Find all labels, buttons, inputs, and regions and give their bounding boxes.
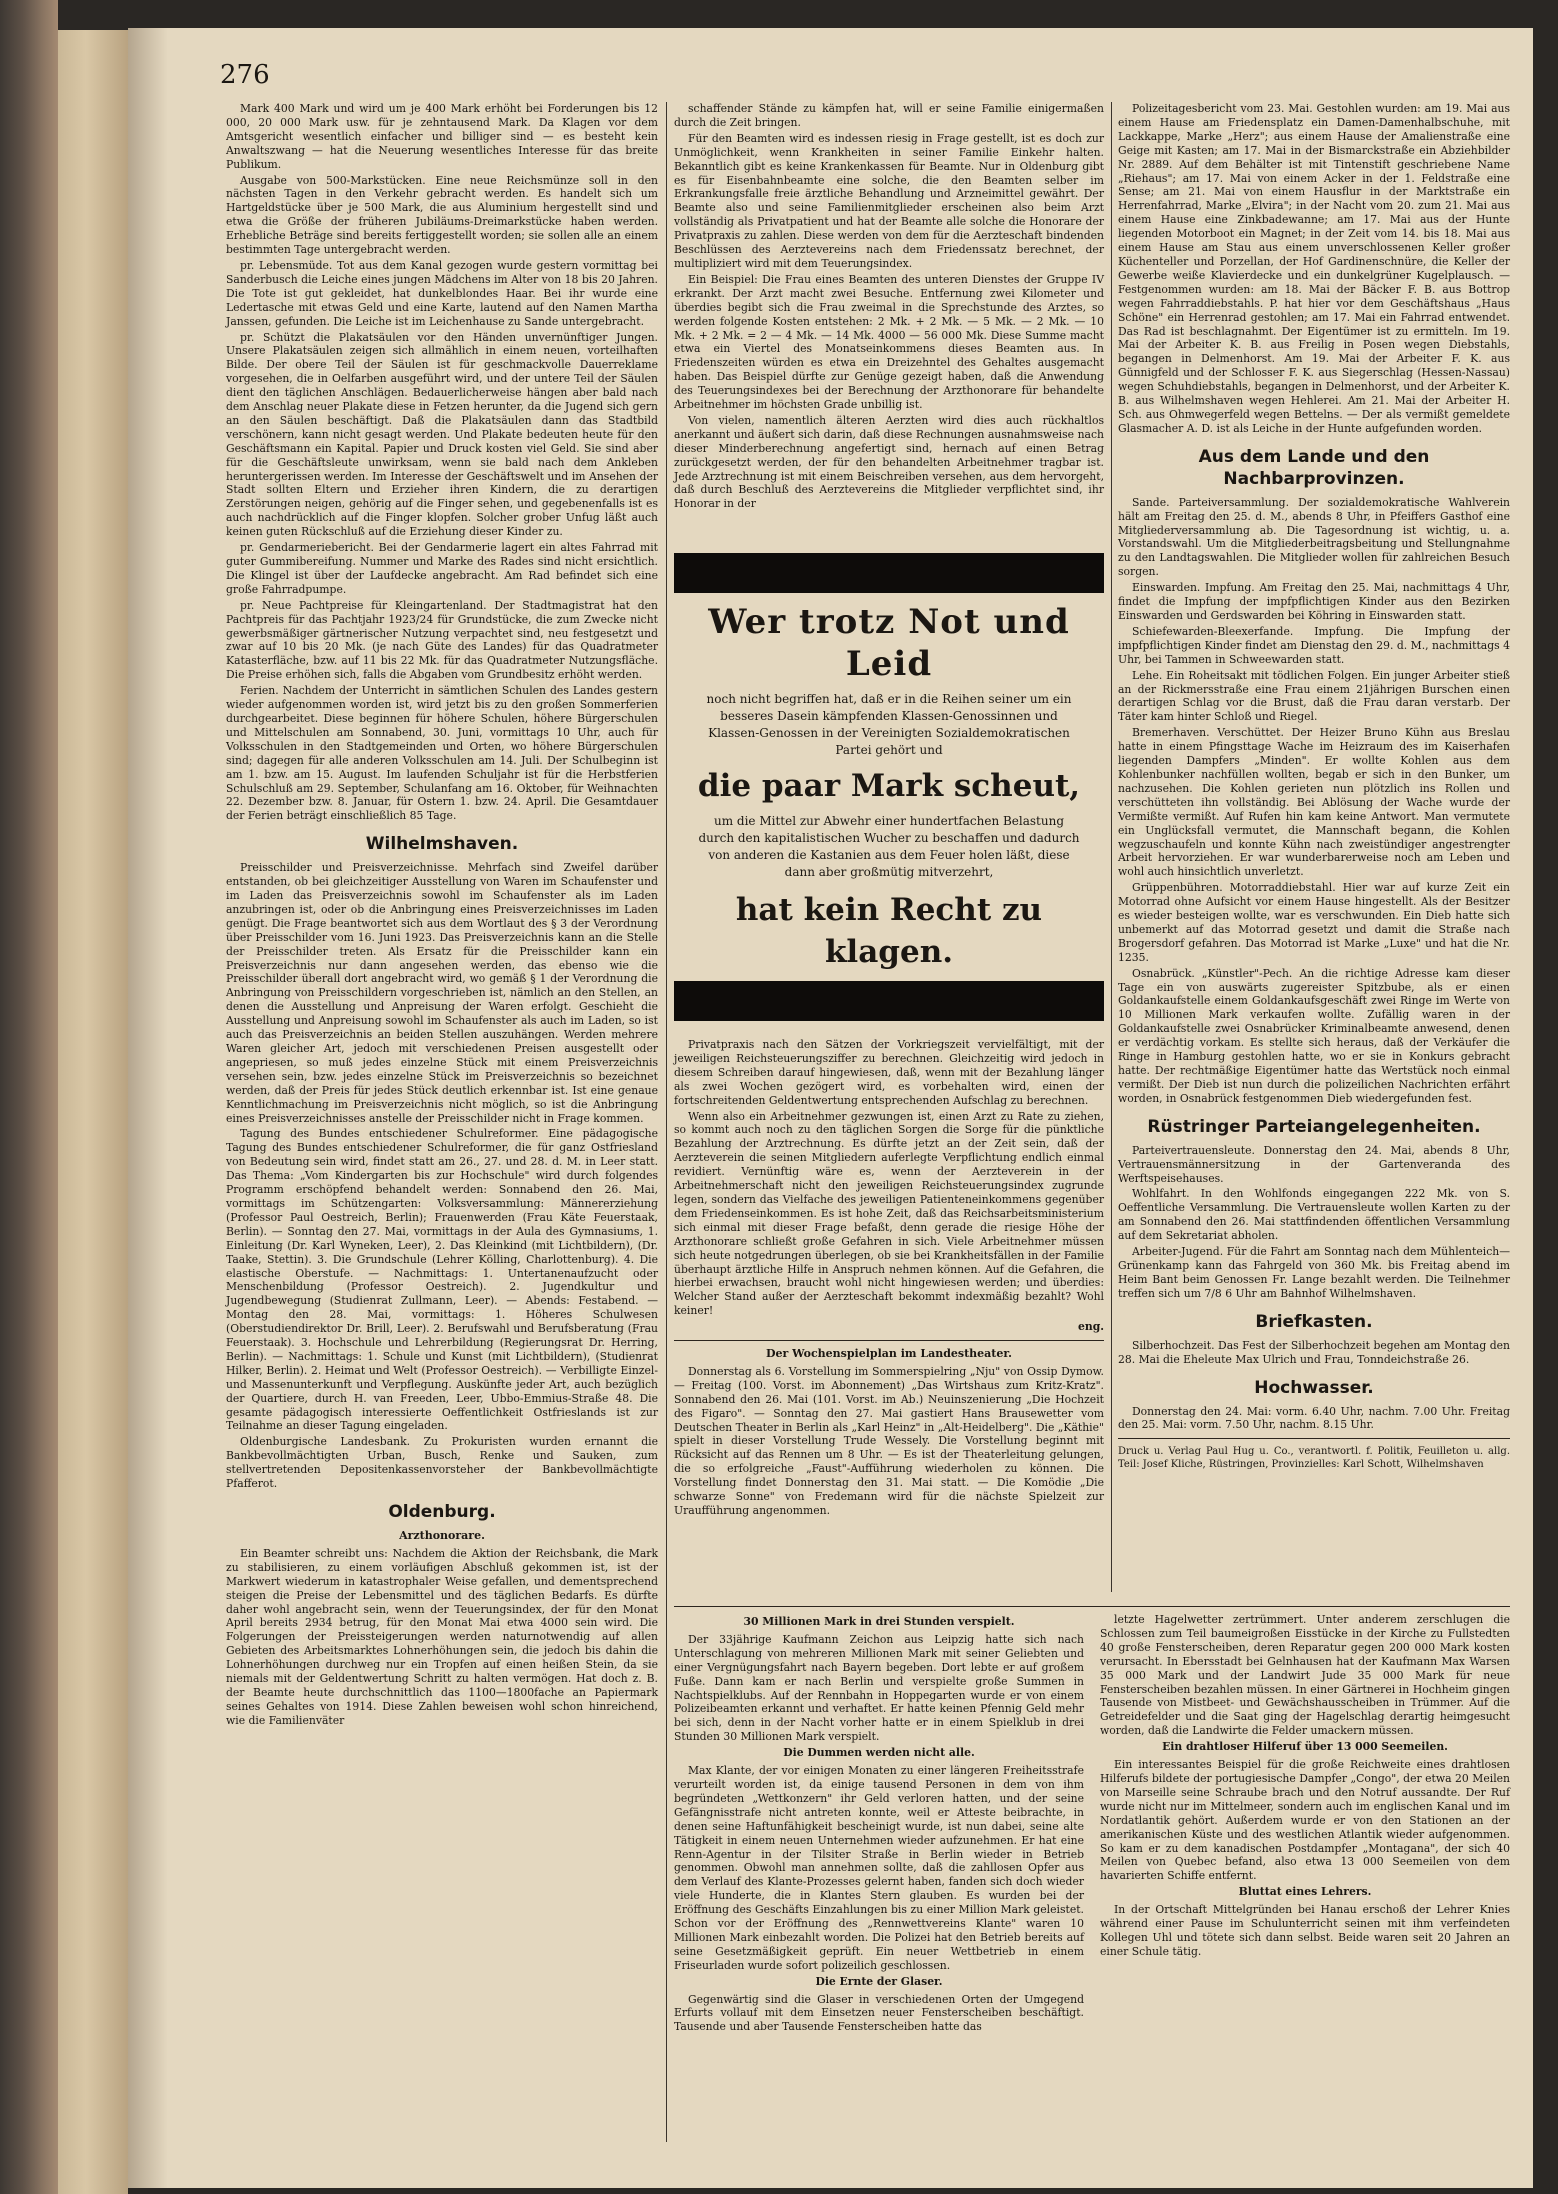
article-paragraph: Tagung des Bundes entschiedener Schulreformer. Eine pädagogische Tagung des Bundes entschiedener Schulreformer, die für ganz Ostfriesland von Bedeutung sein wird, findet statt am 26., 27. und 28. d. M. in Leer statt. Das Thema: „Vom Kindergarten bis zur Hochschule" wird durch folgendes Programm erschöpfend behandelt werden: Sonnabend den 26. Mai, vormittags im Schützengarten: Volksversammlung: Männererziehung (Professor Paul Oestreich, Berlin); Frauenwerden (Frau Käte Feuerstaak, Berlin). — Sonntag den 27. Mai, vormittags in der Aula des Gymnasiums, 1. Einleitung (Dr. Karl Wyneken, Leer), 2. Das Kleinkind (mit Lichtbildern), (Dr. Taake, Stettin). 3. Die Grundschule (Lehrer Kölling, Charlottenburg). 4. Die elastische Oberstufe. — Nachmittags: 1. Untertanenaufzucht oder Menschenbildung (Professor Oestreich). 2. Jugendkultur und Jugendbewegung (Studienrat Zullmann, Leer). — Abends: Festabend. — Montag den 28. Mai, vormittags: 1. Höheres Schulwesen (Oberstudiendirektor Dr. Brill, Leer). 2. Berufswahl und Berufsberatung (Frau Feuerstaak). 3. Hochschule und Lehrerbildung (Regierungsrat Dr. Herring, Berlin). — Nachmittags: 1. Schule und Kunst (mit Lichtbildern), (Studienrat Hilker, Berlin). 2. Heimat und Welt (Professor Oestreich). — Verbilligte Einzel- und Massenunterkunft und Verpflegung. Auskünfte jeder Art, auch bezüglich der Quartiere, durch H. van Freeden, Leer, Ubbo-Emmius-Straße 48. Die gesamte pädagogisch interessierte Oeffentlichkeit Ostfrieslands ist zur Teilnahme an dieser Tagung eingeladen. (226, 1127, 658, 1433)
column-2-continued (674, 1038, 1104, 1520)
article-paragraph: Arbeiter-Jugend. Für die Fahrt am Sonntag nach dem Mühlenteich—Grünenkamp kann das Fahrgeld von 360 Mk. bis Freitag abend im Heim Bant beim Genossen Fr. Lange bezahlt werden. Die Teilnehmer treffen sich um 7/8 6 Uhr am Bahnhof Wilhelmshaven. (1118, 1245, 1510, 1300)
article-paragraph: Parteivertrauensleute. Donnerstag den 24. Mai, abends 8 Uhr, Vertrauensmännersitzung in der Gartenveranda des Werftspeisehauses. (1118, 1143, 1510, 1185)
article-paragraph: Polizeitagesbericht vom 23. Mai. Gestohlen wurden: am 19. Mai aus einem Hause am Friedensplatz ein Damen-Damenhalbschuhe, mit Lackkappe, Marke „Herz"; aus einem Hause der Amalienstraße eine Geige mit Kasten; am 17. Mai in der Bismarckstraße ein Abziehbilder Nr. 2889. Auf dem Behälter ist mit Tintenstift geschriebene Name „Riehaus"; am 17. Mai von einem Acker in der 1. Feldstraße eine Sense; am 21. Mai von einem Hausflur in der Marktstraße ein Herrenfahrrad, Marke „Elvira"; in der Nacht vom 20. zum 21. Mai aus einem Hause eine Zinkbadewanne; am 17. Mai aus der Hunte liegenden Motorboot ein Magnet; in der Zeit vom 14. bis 18. Mai aus einem Hause am Stau aus einem unverschlossenen Keller großer Küchenteller und Porzellan, der Hof Gardinenschnüre, die Keller der Gewerbe weiße Klavierdecke und ein dunkelgrüner Kugelplausch. — Festgenommen wurden: am 18. Mai der Bäcker F. B. aus Bottrop wegen Fahrraddiebstahls. P. hat hier vor dem Geschäftshaus „Haus Schöne" ein Herrenrad gestohlen; am 17. Mai ein Fahrrad entwendet. Das Rad ist beschlagnahmt. Der Eigentümer ist zu ermitteln. Im 19. Mai der Arbeiter K. B. aus Freilig in Posen wegen Diebstahls, begangen in Delmenhorst. Am 19. Mai der Arbeiter F. K. aus Günnigfeld und der Schlosser F. K. aus Siegerschlag (Hessen-Nassau) wegen Schuhdiebstahls, begangen in Delmenhorst, und der Arbeiter K. B. aus Wilhelmshaven wegen Hehlerei. Am 21. Mai der Arbeiter H. Sch. aus Ohmwegerfeld wegen Bettelns. — Der als vermißt gemeldete Glasmacher A. D. ist als Leiche in der Hunte aufgefunden worden. (1118, 102, 1510, 435)
article-paragraph: Von vielen, namentlich älteren Aerzten wird dies auch rückhaltlos anerkannt und äußert sich darin, daß diese Rechnungen ausnahmsweise nach dieser Minderberechnung angefertigt sind, hernach auf einen Betrag zurückgesetzt werden, der für den behandelten Arbeitnehmer tragbar ist. Jede Arztrechnung ist mit einem Beischreiben versehen, aus dem hervorgeht, daß durch Beschluß des Aerztevereins die Mitglieder verpflichtet sind, ihr Honorar in der (674, 413, 1104, 511)
section-heading-parteiangelegenheiten: Rüstringer Parteiangelegenheiten. (1147, 1116, 1481, 1137)
divider (1118, 1438, 1510, 1439)
article-paragraph: pr. Neue Pachtpreise für Kleingartenland. Der Stadtmagistrat hat den Pachtpreis für das Pachtjahr 1923/24 für Grundstücke, die zum Zwecke nicht gewerbsmäßiger gärtnerischer Nutzung verpachtet sind, neu festgesetzt und zwar auf 10 bis 20 Mk. (je nach Güte des Landes) für das Quadratmeter Katasterfläche, bzw. auf 11 bis 22 Mk. für das Quadratmeter Nutzungsfläche. Die Preise erhöhen sich, falls die Abgaben vom Grundbesitz erhöht werden. (226, 598, 658, 682)
column-2 (674, 102, 1104, 513)
article-paragraph: Für den Beamten wird es indessen riesig in Frage gestellt, ist es doch zur Unmöglichkeit, wenn Krankheiten in seiner Familie Einkehr halten. Bekanntlich gibt es keine Krankenkassen für Beamte. Nur in Oldenburg gibt es für Eisenbahnbeamte eine solche, die den Beamten selber im Erkrankungsfalle freie ärztliche Behandlung und Arzneimittel gewährt. Der Beamte also und seine Familienmitglieder erscheinen also beim Arzt vollständig als Privatpatient und hat der Beamte alle solche die Honorare der Privatpraxis zu zahlen. Diese werden von dem für die Aerzteschaft bindenden Beschlüssen des Aerztevereins nach dem Friedenssatz berechnet, der multipliziert wird mit dem Teuerungsindex. (674, 131, 1104, 270)
article-paragraph: pr. Lebensmüde. Tot aus dem Kanal gezogen wurde gestern vormittag bei Sanderbusch die Leiche eines jungen Mädchens im Alter von 18 bis 20 Jahren. Die Tote ist gut gekleidet, hat dunkelblondes Haar. Bei ihr wurde eine Ledertasche mit etwas Geld und eine Karte, lautend auf den Namen Martha Janssen, gefunden. Die Leiche ist im Leichenhause zu Sande untergebracht. (226, 258, 658, 328)
article-paragraph: Ausgabe von 500-Markstücken. Eine neue Reichsmünze soll in den nächsten Tagen in den Verkehr gebracht werden. Es handelt sich um Hartgeldstücke über je 500 Mark, die aus Aluminium hergestellt sind und etwa die Größe der früheren Jubiläums-Dreimarkstücke haben werden. Erhebliche Beträge sind bereits fertiggestellt worden; sie sollen alle an einem bestimmten Tage untergebracht werden. (226, 173, 658, 257)
ad-black-bar (674, 981, 1104, 1021)
article-paragraph: Ein Beispiel: Die Frau eines Beamten des unteren Dienstes der Gruppe IV erkrankt. Der Arzt macht zwei Besuche. Entfernung zwei Kilometer und überdies begibt sich die Frau zweimal in die Sprechstunde des Arztes, so werden folgende Kosten entstehen: 2 Mk. + 2 Mk. — 5 Mk. — 2 Mk. — 10 Mk. + 2 Mk. = 2 — 4 Mk. — 14 Mk. 4000 — 56 000 Mk. Diese Summe macht etwa ein Viertel des Monatseinkommens dieses Beamten aus. In Friedenszeiten würden es etwa ein Dreizehntel des Gehaltes ausgemacht haben. Das Beispiel dürfte zur Genüge gezeigt haben, daß die Anwendung des Teuerungsindexes bei der Berechnung der Arzthonorare für behandelte Arbeitnehmer im höchsten Grade unbillig ist. (674, 272, 1104, 412)
divider (674, 1606, 1510, 1607)
article-paragraph: Max Klante, der vor einigen Monaten zu einer längeren Freiheitsstrafe verurteilt worden ist, da einige tausend Personen in dem von ihm begründeten „Wettkonzern" ihr Geld verloren hatten, und der seine Gefängnisstrafe nicht antreten konnte, weil er Atteste beibrachte, in denen seine Haftunfähigkeit bescheinigt wurde, ist nun dabei, seine alte Tätigkeit in einem neuen Unternehmen wieder aufzunehmen. Er hat eine Renn-Agentur in der Tilsiter Straße in Berlin wieder in Betrieb genommen. Obwohl man annehmen sollte, daß die zahllosen Opfer aus dem Verlauf des Klante-Prozesses gelernt haben, fanden sich doch wieder viele Hunderte, die in Klantes Stern glauben. Es wurden bei der Eröffnung des Geschäfts Einzahlungen bis zu einer Million Mark geleistet. Schon vor der Eröffnung des „Rennwettvereins Klante" waren 10 Millionen Mark einbezahlt worden. Die Polizei hat den Betrieb bereits auf seine Gesetzmäßigkeit geprüft. Ein neuer Wettbetrieb in einem Friseurladen wurde sofort polizeilich geschlossen. (674, 1764, 1084, 1972)
publisher-imprint: Druck u. Verlag Paul Hug u. Co., verantwortl. f. Politik, Feuilleton u. allg. Teil: Josef Kliche, Rüstringen, Provinzielles: Karl Schott, Wilhelmshaven (1118, 1446, 1510, 1471)
bottom-left-column (674, 1613, 1084, 2036)
column-1 (226, 102, 658, 1730)
ad-headline: hat kein Recht zu klagen. (735, 892, 1043, 970)
article-paragraph: Osnabrück. „Künstler"-Pech. An die richtige Adresse kam dieser Tage ein von auswärts zugereister Spitzbube, als er einen Goldankaufstelle einem Goldankaufsgeschäft zwei Ringe im Werte von 10 Millionen Mark verkaufen wollte. Zufällig waren in der Goldankaufstelle zwei Osnabrücker Kriminalbeamte anwesend, denen er verdächtig vorkam. Es stellte sich heraus, daß der Verkäufer die Ringe in Hamburg gestohlen hatte, wo er sie in Konkurs gebracht hatte. Der rechtmäßige Eigentümer hatte das Wertstück noch einmal vermißt. Der Dieb ist nun durch die polizeilichen Nachrichten erfährt worden, in Osnabrück festgenommen Dieb wiedergefunden fest. (1118, 966, 1510, 1105)
article-paragraph: Wenn also ein Arbeitnehmer gezwungen ist, einen Arzt zu Rate zu ziehen, so kommt auch noch zu den täglichen Sorgen die Sorge für die pünktliche Bezahlung der Arztrechnung. Es dürfte jetzt an der Zeit sein, daß der Aerzteverein die seinen Mitgliedern auferlegte Verpflichtung endlich einmal revidiert. Vernünftig wäre es, wenn der Aerzteverein in der Arbeitnehmerschaft nicht den jeweiligen Reichsteuerungsindex zugrunde legen, sondern das Vielfache des jeweiligen Patienteneinkommens gegenüber dem Friedenseinkommen. Es ist hohe Zeit, daß das Reichsarbeitsministerium sich einmal mit dieser Frage befaßt, denn gerade die riesige Höhe der Arzthonorare schließt große Gefahren in sich. Viele Arbeitnehmer müssen sich heute notgedrungen überlegen, ob sie bei Krankheitsfällen in der Familie überhaupt ärztliche Hilfe in Anspruch nehmen können. Auf die Gefahren, die hierbei erwachsen, braucht wohl nicht hingewiesen werden; und überdies: Welcher Stand außer der Aerzteschaft bekommt indexmäßig bezahlt? Wohl keiner! (674, 1109, 1104, 1318)
article-paragraph: Oldenburgische Landesbank. Zu Prokuristen wurden ernannt die Bankbevollmächtigten Urban, Busch, Renke und Sauken, zum stellvertretenden Depositenkassenvorsteher der Bankbevollmächtigte Pfafferot. (226, 1435, 658, 1491)
article-subheading: Der Wochenspielplan im Landestheater. (765, 1347, 1012, 1361)
article-paragraph: Der 33jährige Kaufmann Zeichon aus Leipzig hatte sich nach Unterschlagung von mehreren Millionen Mark mit seiner Geliebten und einer Vergnügungsfahrt nach Bayern begeben. Dort lebte er auf großem Fuße. Dann kam er nach Berlin und verspielte große Summen in Nachtspielklubs. Auf der Rennbahn in Hoppegarten wurde er von einem Polizeibeamten erkannt und verhaftet. Er hatte keinen Pfennig Geld mehr bei sich, denn in der Nacht vorher hatte er in einem Spielklub in drei Stunden 30 Millionen Mark verspielt. (674, 1632, 1084, 1744)
article-paragraph: Preisschilder und Preisverzeichnisse. Mehrfach sind Zweifel darüber entstanden, ob bei gleichzeitiger Ausstellung von Waren im Schaufenster und im Laden das Preisverzeichnis sowohl im Schaufenster als im Laden anzubringen ist, oder ob die Anbringung eines Preisverzeichnisses im Laden genügt. Die Frage beantwortet sich aus dem Wortlaut des § 3 der Verordnung über Preisschilder vom 16. Juni 1923. Das Preisverzeichnis kann an die Stelle der Preisschilder treten. Als Ersatz für die Preisschilder kann ein Preisverzeichnis nur dann angesehen werden, das ebenso wie die Preisschilder überall dort angebracht wird, wo gemäß § 1 der Verordnung die Anbringung von Preisschildern vorgeschrieben ist, nämlich an den Stellen, an denen die Ausstellung und Anpreisung der Waren erfolgt. Geschieht die Ausstellung und Anpreisung sowohl im Schaufenster als auch im Laden, so ist auch das Preisverzeichnis an beiden Stellen auszuhängen. Werden mehrere Waren gleicher Art, jedoch mit verschiedenen Preisen ausgestellt oder angepriesen, so muß jedes einzelne Stück mit einem Preisverzeichnis versehen sein, bzw. jedes einzelne Stück im Preisverzeichnis so bezeichnet werden, daß der Preis für jedes Stück deutlich erkennbar ist. Ist eine genaue Kenntlichmachung im Preisverzeichnis nicht möglich, so ist die Anbringung eines Preisverzeichnisses anstelle der Preisschilder nicht in Frage kommen. (226, 861, 658, 1125)
article-subheading: Bluttat eines Lehrers. (1238, 1885, 1372, 1899)
article-paragraph: Sande. Parteiversammlung. Der sozialdemokratische Wahlverein hält am Freitag den 25. d. M., abends 8 Uhr, in Pfeiffers Gasthof eine Mitgliederversammlung ab. Die Tagesordnung ist wichtig, u. a. Vorstandswahl. Um die Mitgliederbeitragsbeitung und Stellungnahme zu den Landtagswahlen. Die Mitglieder wollen für zahlreichen Besuch sorgen. (1118, 495, 1510, 579)
article-paragraph: Einswarden. Impfung. Am Freitag den 25. Mai, nachmittags 4 Uhr, findet die Impfung der impfpflichtigen Kinder aus den Bezirken Einswarden und Gerdswarden bei Köhring in Einswarden statt. (1118, 581, 1510, 622)
article-paragraph: Privatpraxis nach den Sätzen der Vorkriegszeit vervielfältigt, mit der jeweiligen Reichsteuerungsziffer zu berechnen. Gleichzeitig wird jedoch in diesem Schreiben darauf hingewiesen, daß, wenn mit der Bezahlung länger als zwei Wochen gezögert wird, es vorbehalten wird, einen der fortschreitenden Geldentwertung entsprechenden Aufschlag zu berechnen. (674, 1038, 1104, 1107)
article-paragraph: Mark 400 Mark und wird um je 400 Mark erhöht bei Forderungen bis 12 000, 20 000 Mark usw. für je zehntausend Mark. Da Klagen vor dem Amtsgericht wesentlich einfacher und billiger sind — es besteht kein Anwaltszwang — hat die Neuerung wesentliches Interesse für das breite Publikum. (226, 102, 658, 171)
column-divider (1111, 102, 1112, 1592)
ad-black-bar (674, 553, 1104, 593)
newspaper-page (128, 28, 1533, 2188)
article-paragraph: Ferien. Nachdem der Unterricht in sämtlichen Schulen des Landes gestern wieder aufgenommen worden ist, wird jetzt bis zu den großen Sommerferien durchgearbeitet. Diese beginnen für höhere Schulen, höhere Bürgerschulen und Mittelschulen am Sonnabend, 30. Juni, vormittags 10 Uhr, auch für Volksschulen in den Stadtgemeinden und Orten, wo höhere Bürgerschulen sind; dagegen für alle anderen Volksschulen am 14. Juli. Der Schulbeginn ist am 1. bzw. am 15. August. Im laufenden Schuljahr ist für die Herbstferien Schulschluß am 29. September, Schulanfang am 16. Oktober, für Weihnachten 22. Dezember bzw. 8. Januar, für Ostern 1. bzw. 24. April. Die Gesamtdauer der Ferien beträgt einschließlich 85 Tage. (226, 684, 658, 823)
book-binding (0, 0, 58, 2194)
section-heading-hochwasser: Hochwasser. (1254, 1377, 1374, 1398)
party-advertisement (674, 553, 1104, 1021)
section-heading-oldenburg: Oldenburg. (388, 1502, 496, 1522)
ad-text: um die Mittel zur Abwehr einer hundertfachen Belastung durch den kapitalistischen Wucher zu beschaffen und dadurch von anderen die Kastanien aus dem Feuer holen läßt, diese dann aber großmütig mitverzehrt, (698, 814, 1080, 879)
article-paragraph: letzte Hagelwetter zertrümmert. Unter anderem zerschlugen die Schlossen zum Teil baumeigroßen Eisstücke in der Kirche zu Fullstedten 40 große Fensterscheiben, deren Reparatur gegen 200 000 Mark kosten verursacht. In Ebersstadt bei Gelnhausen hat der Kaufmann Max Warsen 35 000 Mark und der Landwirt Jude 35 000 Mark für neue Fensterscheiben bezahlen müssen. In einer Gärtnerei in Hochheim gingen Tausende von Mistbeet- und Gewächshausscheiben in Trümmer. Auf die Getreidefelder und die Saat ging der Hagelschlag derartig heimgesucht worden, daß die Landwirte die Felder umackern müssen. (1100, 1613, 1510, 1738)
article-paragraph: In der Ortschaft Mittelgründen bei Hanau erschoß der Lehrer Knies während einer Pause im Schulunterricht seinen mit ihm verfeindeten Kollegen Uhl und tötete sich dann selbst. Beide waren seit 20 Jahren an einer Schule tätig. (1100, 1903, 1510, 1958)
ad-text: noch nicht begriffen hat, daß er in die Reihen seiner um ein besseres Dasein kämpfenden Klassen-Genossinnen und Klassen-Genossen in der Vereinigten Sozialdemokratischen Partei gehört und (706, 692, 1072, 757)
page-curl-shadow (128, 28, 168, 2188)
article-paragraph: Donnerstag als 6. Vorstellung im Sommerspielring „Nju" von Ossip Dymow. — Freitag (100. Vorst. im Abonnement) „Das Wirtshaus zum Kritz-Kratz". Sonnabend den 26. Mai (101. Vorst. im Ab.) Neuinszenierung „Die Hochzeit des Figaro". — Sonntag den 27. Mai gastiert Hans Brausewetter vom Deutschen Theater in Berlin als „Karl Heinz" in „Alt-Heidelberg". Die „Käthie" spielt in dieser Vorstellung Trude Wessely. Die Vorstellung beginnt mit Rücksicht auf das Rennen um 8 Uhr. — Es ist der Theaterleitung gelungen, die so erfolgreiche „Faust"-Aufführung wiederholen zu können. Die Vorstellung findet Donnerstag den 31. Mai statt. — Die Komödie „Die schwarze Sonne" von Fredemann wird für die nächste Spielzeit zur Uraufführung angenommen. (674, 1364, 1104, 1517)
ad-headline: Wer trotz Not und Leid (708, 602, 1070, 684)
article-paragraph: Wohlfahrt. In den Wohlfonds eingegangen 222 Mk. von S. Oeffentliche Versammlung. Die Vertrauensleute wollen Karten zu der am Sonnabend den 26. Mai stattfindenden öffentlichen Versammlung auf dem Sekretariat abholen. (1118, 1187, 1510, 1243)
article-paragraph: pr. Schützt die Plakatsäulen vor den Händen unvernünftiger Jungen. Unsere Plakatsäulen zeigen sich allmählich in einem neuen, vorteilhaften Bilde. Der obere Teil der Säulen ist für geschmackvolle Dauerreklame vorgesehen, die in Oelfarben ausgeführt wird, und der untere Teil der Säulen dient den täglichen Anschlägen. Bedauerlicherweise hängen aber bald nach dem Anschlag neuer Plakate diese in Fetzen herunter, da die Jugend sich gern an den Säulen beschäftigt. Daß die Plakatsäulen dann das Stadtbild verschönern, kann nicht gesagt werden. Und Plakate bedeuten heute für den Geschäftsmann ein Kapital. Papier und Druck kosten viel Geld. Sie sind aber für die Geschäftsleute unwirksam, wenn sie bald nach dem Ankleben heruntergerissen werden. Im Interesse der Geschäftswelt und im Ansehen der Stadt sollten Eltern und Erzieher ihren Kindern, die zu derartigen Zerstörungen neigen, gehörig auf die Finger sehen, und gegebenenfalls ist es auch nachdrücklich auf die Finger klopfen. Solcher grober Unfug läßt auch keinen guten Rückschluß auf die Erziehung dieser Kinder zu. (226, 330, 658, 539)
article-paragraph: pr. Gendarmeriebericht. Bei der Gendarmerie lagert ein altes Fahrrad mit guter Gummibereifung. Nummer und Marke des Rades sind nicht ersichtlich. Die Klingel ist über der Laufdecke angebracht. Am Rad befindet sich eine große Fahrradpumpe. (226, 541, 658, 596)
article-paragraph: Gegenwärtig sind die Glaser in verschiedenen Orten der Umgegend Erfurts vollauf mit dem Einsetzen neuer Fensterscheiben beschäftigt. Tausende und aber Tausende Fensterscheiben hatte das (674, 1992, 1084, 2034)
article-paragraph: Silberhochzeit. Das Fest der Silberhochzeit begehen am Montag den 28. Mai die Eheleute Max Ulrich und Frau, Tonndeichstraße 26. (1118, 1338, 1510, 1366)
column-divider (666, 102, 667, 2142)
article-subheading: 30 Millionen Mark in drei Stunden verspielt. (743, 1615, 1015, 1628)
author-signature: eng. (1077, 1320, 1104, 1334)
article-paragraph: Ein Beamter schreibt uns: Nachdem die Aktion der Reichsbank, die Mark zu stabilisieren, zu einem vorläufigen Abschluß gekommen ist, ist der Markwert wiederum in katastrophaler Weise gefallen, und dementsprechend steigen die Preise der Lebensmittel und des täglichen Bedarfs. Es dürfte daher wohl angebracht sein, wenn der Teuerungsindex, der für den Monat April bereits 2934 betrug, für den Monat Mai etwa 4000 sein wird. Die Folgerungen der Preissteigerungen werden naturnotwendig auf allen Gebieten des Arbeitsmarktes Lohnerhöhungen sein, die jedoch bis dahin die Lohnerhöhungen durchweg nur ein Tropfen auf einen heißen Stein, da sie niemals mit der Geldentwertung Schritt zu halten vermögen. Hat doch z. B. der Beamte heute durchschnittlich das 1100—1800fache an Papiermark seines Gehaltes von 1914. Diese Zahlen beweisen wohl schon hinreichend, wie die Familienväter (226, 1546, 658, 1727)
ad-headline: die paar Mark scheut, (697, 768, 1081, 804)
article-subheading: Die Dummen werden nicht alle. (783, 1746, 975, 1760)
article-paragraph: Bremerhaven. Verschüttet. Der Heizer Bruno Kühn aus Breslau hatte in einem Pfingsttage Wache im Heizraum des im Kaiserhafen liegenden Dampfers „Minden". Er wollte Kohlen aus dem Kohlenbunker nachfüllen wollten, begab er sich in den Bunker, um nachzusehen. Die Kohlen gerieten nun plötzlich ins Rollen und verschütteten ihn vollständig. Bei Ablösung der Wache wurde der Vermißte vermißt. Auf Rufen hin kam keine Antwort. Man vermutete ein Unglücksfall vermutet, die Mannschaft begann, die Kohlen wegzuschaufeln und konnte Kühn nach zweistündiger angestrengter Arbeit hervorziehen. Er war wunderbarerweise noch am Leben und wohl auch hinsichtlich unverletzt. (1118, 726, 1510, 879)
page-gutter (58, 30, 128, 2194)
bottom-right-column (1100, 1613, 1510, 2036)
column-3 (1118, 102, 1510, 1471)
article-subheading: Die Ernte der Glaser. (815, 1974, 943, 1988)
section-heading-wilhelmshaven: Wilhelmshaven. (365, 834, 519, 855)
article-subheading: Ein drahtloser Hilferuf über 13 000 Seemeilen. (1162, 1740, 1448, 1754)
bottom-news-section (674, 1600, 1510, 2036)
page-number: 276 (220, 60, 270, 90)
article-paragraph: Grüppenbühren. Motorraddiebstahl. Hier war auf kurze Zeit ein Motorrad ohne Aufsicht vor einem Hause hingestellt. Als der Besitzer es wieder besteigen wollte, war es verschwunden. Ein Dieb hatte sich unbemerkt auf das Motorrad gesetzt und damit die Straße nach Brogersdorf gefahren. Das Motorrad ist Marke „Luxe" und hat die Nr. 1235. (1118, 881, 1510, 964)
section-heading-briefkasten: Briefkasten. (1255, 1311, 1373, 1332)
article-paragraph: Lehe. Ein Roheitsakt mit tödlichen Folgen. Ein junger Arbeiter stieß an der Rickmersstraße eine Frau einem 21jährigen Burschen einen derartigen Schlag vor die Brust, daß die Frau daran verstarb. Der Täter kam hinter Schloß und Riegel. (1118, 668, 1510, 724)
article-paragraph: Schiefewarden-Bleexerfande. Impfung. Die Impfung der impfpflichtigen Kinder findet am Dienstag den 29. d. M., nachmittags 4 Uhr, bei Tammen in Schweewarden statt. (1118, 624, 1510, 666)
article-subheading: Arzthonorare. (399, 1529, 485, 1542)
article-paragraph: Ein interessantes Beispiel für die große Reichweite eines drahtlosen Hilferufs bildete der portugiesische Dampfer „Congo", der etwa 20 Meilen von Marseille seine Schraube brach und den Notruf aussandte. Der Ruf wurde nicht nur im Mittelmeer, sondern auch im englischen Kanal und im Nordatlantik gehört. Außerdem wurde er von den Stationen an der amerikanischen Küste und des westlichen Atlantik wieder aufgenommen. So kam er zu dem kanadischen Postdampfer „Montagana", der sich 40 Meilen von Quebec befand, also etwa 13 000 Seemeilen von dem havarierten Schiffe entfernt. (1100, 1758, 1510, 1883)
divider (674, 1340, 1104, 1341)
article-paragraph: schaffender Stände zu kämpfen hat, will er seine Familie einigermaßen durch die Zeit bringen. (674, 102, 1104, 129)
section-heading-lande: Aus dem Lande und den Nachbarprovinzen. (1198, 446, 1430, 489)
tide-times: Donnerstag den 24. Mai: vorm. 6.40 Uhr, nachm. 7.00 Uhr. Freitag den 25. Mai: vorm. 7.50 Uhr, nachm. 8.15 Uhr. (1118, 1404, 1510, 1432)
